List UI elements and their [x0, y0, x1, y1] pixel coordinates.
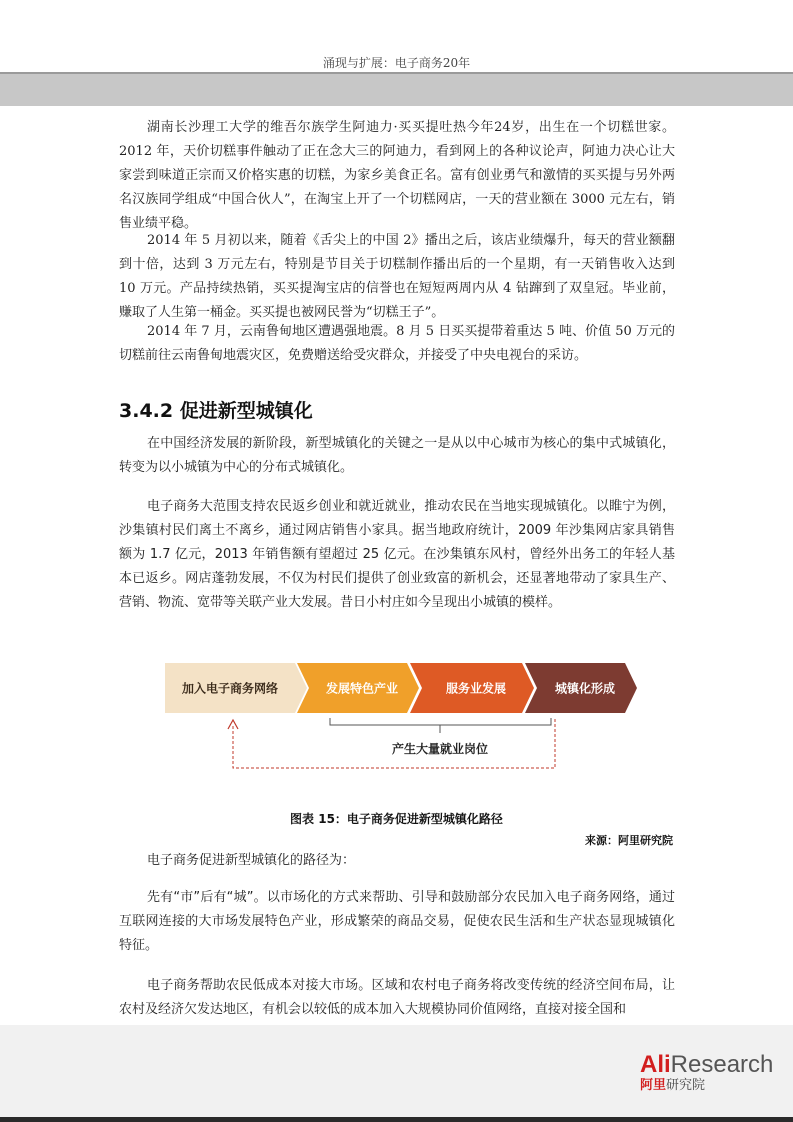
section-title: 3.4.2 促进新型城镇化: [119, 400, 313, 422]
logo-research-text: Research: [670, 1051, 774, 1078]
bracket-label: 产生大量就业岗位: [391, 742, 489, 756]
footer-line: [0, 1117, 793, 1122]
step-urbanization-label: 城镇化形成: [554, 681, 616, 696]
urbanization-flow-diagram: [165, 663, 637, 773]
after-intro: 电子商务促进新型城镇化的路径为：: [147, 853, 356, 868]
header-bar: [0, 72, 793, 106]
story-paragraph-2: 2014 年 5 月初以来，随着《舌尖上的中国 2》播出之后，该店业绩爆升，每天的营业额翻到十倍，达到 3 万元左右，特别是节目关于切糕制作播出后的一个星期，有一天销售收入达到 10 万元。产品持续热销，买买提淘宝店的信誉也在短短两周内从 4 钻蹿到了双皇冠。毕业前，赚取了人生第一桶金。买买提也被网民誉为“切糕王子”。: [119, 233, 675, 320]
logo-cn-gray-text: 研究院: [666, 1078, 706, 1093]
logo-cn-red-text: 阿里: [640, 1078, 667, 1093]
story-paragraph-3: 2014 年 7 月，云南鲁甸地区遭遇强地震。8 月 5 日买买提带着重达 5 吨、价值 50 万元的切糕前往云南鲁甸地震灾区，免费赠送给受灾群众，并接受了中央电视台的采访。: [119, 324, 675, 363]
figure-caption: 图表 15：电子商务促进新型城镇化路径: [290, 812, 503, 826]
step-develop-industry-label: 发展特色产业: [325, 681, 399, 696]
after-paragraph-2: 电子商务帮助农民低成本对接大市场。区域和农村电子商务将改变传统的经济空间布局，让农村及经济欠发达地区，有机会以较低的成本加入大规模协同价值网络，直接对接全国和: [119, 978, 675, 1017]
step-service-industry-label: 服务业发展: [445, 681, 507, 696]
step-join-ecommerce-label: 加入电子商务网络: [181, 681, 279, 696]
logo-ali-text: Ali: [640, 1051, 671, 1078]
section-paragraph-2: 电子商务大范围支持农民返乡创业和就近就业，推动农民在当地实现城镇化。以睢宁为例，沙集镇村民们离土不离乡，通过网店销售小家具。据当地政府统计，2009 年沙集网店家具销售额为 1.7 亿元，2013 年销售额有望超过 25 亿元。在沙集镇东风村，曾经外出务工的年轻人基本已返乡。网店蓬勃发展，不仅为村民们提供了创业致富的新机会，还显著地带动了家具生产、营销、物流、宽带等关联产业大发展。昔日小村庄如今呈现出小城镇的模样。: [119, 499, 675, 610]
story-paragraph-1: 湖南长沙理工大学的维吾尔族学生阿迪力·买买提吐热今年24岁，出生在一个切糕世家。2012 年，天价切糕事件触动了正在念大三的阿迪力，看到网上的各种议论声，阿迪力决心让大家尝到味道正宗而又价格实惠的切糕，为家乡美食正名。富有创业勇气和激情的买买提与另外两名汉族同学组成“中国合伙人”，在淘宝上开了一个切糕网店，一天的营业额在 3000 元左右，销售业绩平稳。: [119, 120, 675, 231]
bracket-line: [330, 718, 551, 725]
figure-source: 来源：阿里研究院: [585, 834, 673, 847]
section-paragraph-1: 在中国经济发展的新阶段，新型城镇化的关键之一是从以中心城市为核心的集中式城镇化，转变为以小城镇为中心的分布式城镇化。: [119, 436, 675, 475]
running-header: 涌现与扩展：电子商务20年: [322, 56, 471, 70]
after-paragraph-1: 先有“市”后有“城”。以市场化的方式来帮助、引导和鼓励部分农民加入电子商务网络，通过互联网连接的大市场发展特色产业，形成繁荣的商品交易，促使农民生活和生产状态显现城镇化特征。: [119, 890, 675, 953]
aliresearch-logo: [640, 1052, 773, 1094]
